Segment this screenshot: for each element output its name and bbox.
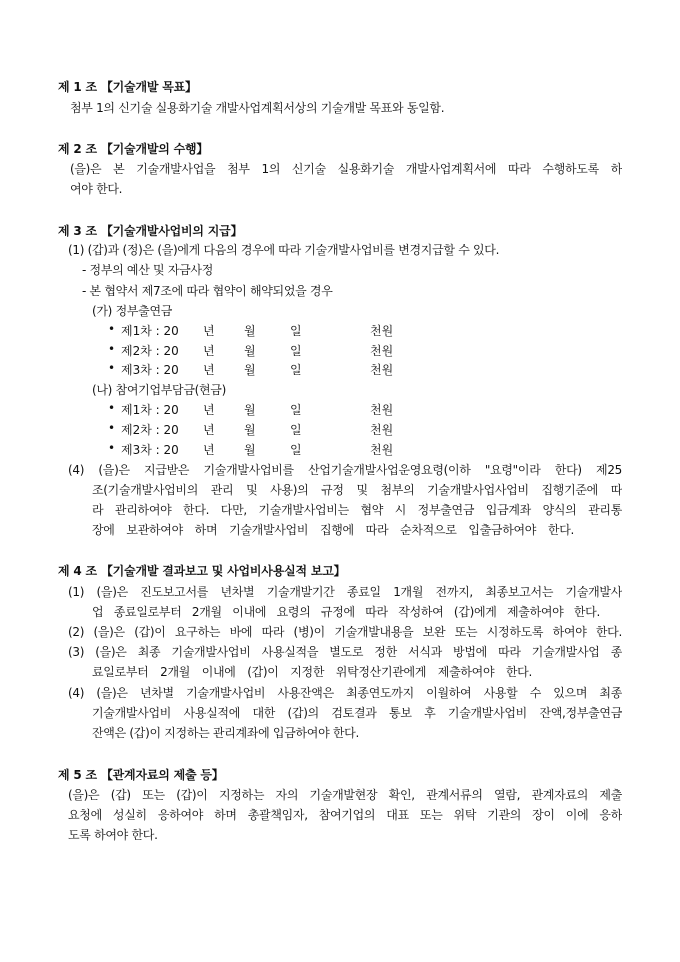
payment-round: 제2차 : 20 xyxy=(121,344,179,358)
payment-round: 제1차 : 20 xyxy=(121,324,179,338)
payment-day: 일 xyxy=(290,363,302,377)
article-1-title: 제 1 조 【기술개발 목표】 xyxy=(58,80,197,94)
article-2-text-line: (을)은 본 기술개발사업을 첨부 1의 신기술 실용화기술 개발사업계획서에 따라 수행하도록 하 xyxy=(70,162,622,176)
article-2-text-line: 여야 한다. xyxy=(70,182,123,196)
bullet-icon: • xyxy=(108,421,116,435)
article-3-dash-item: - 본 협약서 제7조에 따라 협약이 해약되었을 경우 xyxy=(82,284,333,298)
article-4-clause-1-line: (1) (을)은 진도보고서를 년차별 기술개발기간 종료일 1개월 전까지, 최종보고서는 기술개발사 xyxy=(68,585,622,599)
payment-day: 일 xyxy=(290,423,302,437)
payment-round: 제1차 : 20 xyxy=(121,403,179,417)
article-5-text-line: 요청에 성실히 응하여야 하며 총괄책임자, 참여기업의 대표 또는 위탁 기관의 장이 이에 응하 xyxy=(68,808,622,822)
payment-day: 일 xyxy=(290,344,302,358)
article-3-dash-item: - 정부의 예산 및 자금사정 xyxy=(82,263,214,277)
article-3-clause-4-line: 장에 보관하여야 하며 기술개발사업비 집행에 따라 순차적으로 입출금하여야 한다. xyxy=(92,523,574,537)
payment-month: 월 xyxy=(244,423,256,437)
article-4-clause-3-line: 료일로부터 2개월 이내에 (갑)이 지정한 위탁정산기관에게 제출하여야 한다. xyxy=(92,665,532,679)
payment-day: 일 xyxy=(290,324,302,338)
bullet-icon: • xyxy=(108,342,116,356)
payment-day: 일 xyxy=(290,403,302,417)
payment-month: 월 xyxy=(244,403,256,417)
article-4-clause-1-line: 업 종료일로부터 2개월 이내에 요령의 규정에 따라 작성하여 (갑)에게 제출하여야 한다. xyxy=(92,605,600,619)
payment-unit: 천원 xyxy=(370,344,394,358)
payment-round: 제3차 : 20 xyxy=(121,443,179,457)
payment-unit: 천원 xyxy=(370,324,394,338)
payment-month: 월 xyxy=(244,344,256,358)
article-5-title: 제 5 조 【관계자료의 제출 등】 xyxy=(58,768,224,782)
payment-round: 제3차 : 20 xyxy=(121,363,179,377)
article-5-text-line: (을)은 (갑) 또는 (갑)이 지정하는 자의 기술개발현장 확인, 관계서류의 열람, 관계자료의 제출 xyxy=(68,788,622,802)
payment-unit: 천원 xyxy=(370,443,394,457)
article-4-clause-3-line: (3) (을)은 최종 기술개발사업비 사용실적을 별도로 정한 서식과 방법에 따라 기술개발사업 종 xyxy=(68,645,622,659)
article-4-clause-2: (2) (을)은 (갑)이 요구하는 바에 따라 (병)이 기술개발내용을 보완 또는 시정하도록 하여야 한다. xyxy=(68,625,622,639)
article-4-title: 제 4 조 【기술개발 결과보고 및 사업비사용실적 보고】 xyxy=(58,564,346,578)
article-3-sub-heading-a: (가) 정부출연금 xyxy=(92,304,173,318)
payment-month: 월 xyxy=(244,443,256,457)
article-3-clause-1: (1) (갑)과 (정)은 (을)에게 다음의 경우에 따라 기술개발사업비를 변경지급할 수 있다. xyxy=(68,243,500,257)
article-4-clause-4-line: (4) (을)은 년차별 기술개발사업비 사용잔액은 최종연도까지 이월하여 사용할 수 있으며 최종 xyxy=(68,686,622,700)
article-3-clause-4-line: 라 관리하여야 한다. 다만, 기술개발사업비는 협약 시 정부출연금 입금계좌 양식의 관리통 xyxy=(92,503,622,517)
bullet-icon: • xyxy=(108,401,116,415)
bullet-icon: • xyxy=(108,441,116,455)
payment-unit: 천원 xyxy=(370,403,394,417)
article-2-title: 제 2 조 【기술개발의 수행】 xyxy=(58,142,209,156)
payment-round: 제2차 : 20 xyxy=(121,423,179,437)
article-3-sub-heading-b: (나) 참여기업부담금(현금) xyxy=(92,383,226,397)
article-3-clause-4-line: 조(기술개발사업비의 관리 및 사용)의 규정 및 첨부의 기술개발사업사업비 집행기준에 따 xyxy=(92,483,622,497)
payment-year: 년 xyxy=(203,443,215,457)
payment-month: 월 xyxy=(244,324,256,338)
article-1-text: 첨부 1의 신기술 실용화기술 개발사업계획서상의 기술개발 목표와 동일함. xyxy=(70,101,445,115)
article-5-text-line: 도록 하여야 한다. xyxy=(68,828,158,842)
payment-year: 년 xyxy=(203,324,215,338)
payment-unit: 천원 xyxy=(370,363,394,377)
article-3-clause-4-line: (4) (을)은 지급받은 기술개발사업비를 산업기술개발사업운영요령(이하 "요령"이라 한다) 제25 xyxy=(68,463,622,477)
article-4-clause-4-line: 잔액은 (갑)이 지정하는 관리계좌에 입금하여야 한다. xyxy=(92,726,359,740)
payment-month: 월 xyxy=(244,363,256,377)
payment-day: 일 xyxy=(290,443,302,457)
article-3-title: 제 3 조 【기술개발사업비의 지급】 xyxy=(58,224,243,238)
payment-year: 년 xyxy=(203,423,215,437)
article-4-clause-4-line: 기술개발사업비 사용실적에 대한 (갑)의 검토결과 통보 후 기술개발사업비 잔액,정부출연금 xyxy=(92,706,622,720)
payment-year: 년 xyxy=(203,363,215,377)
payment-year: 년 xyxy=(203,344,215,358)
payment-unit: 천원 xyxy=(370,423,394,437)
payment-year: 년 xyxy=(203,403,215,417)
bullet-icon: • xyxy=(108,322,116,336)
bullet-icon: • xyxy=(108,361,116,375)
